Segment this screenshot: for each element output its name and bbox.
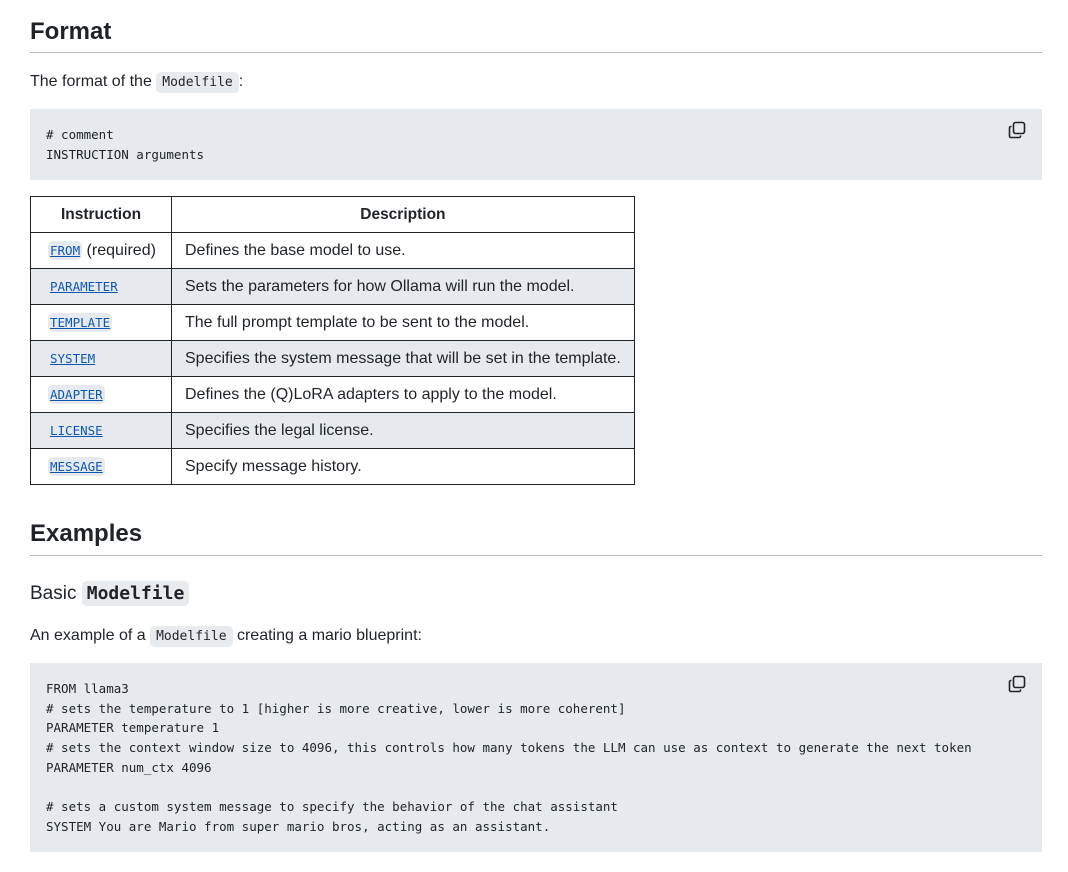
instruction-description: Defines the base model to use.: [172, 233, 635, 269]
instruction-link-from[interactable]: FROM: [50, 242, 81, 258]
format-code: [46, 125, 1026, 164]
copy-icon: [1008, 675, 1026, 693]
code-line: PARAMETER temperature 1: [46, 720, 220, 736]
basic-modelfile-heading: [30, 581, 189, 607]
example-intro: [30, 625, 422, 648]
instruction-description: Sets the parameters for how Ollama will run the model.: [172, 269, 635, 305]
format-code-block: [30, 109, 1042, 180]
example-code: [46, 679, 1026, 837]
example-intro-text: An example of a: [30, 627, 151, 644]
code-line: # sets a custom system message to specify the behavior of the chat assistant: [46, 799, 618, 815]
table-header-instruction: Instruction: [31, 197, 172, 233]
instruction-link-system[interactable]: SYSTEM: [50, 350, 96, 366]
subheading-text: Basic: [30, 583, 82, 604]
instruction-description: The full prompt template to be sent to the model.: [172, 305, 635, 341]
modelfile-inline-code: Modelfile: [156, 72, 238, 93]
table-header-description: Description: [172, 197, 635, 233]
code-line: INSTRUCTION arguments: [46, 146, 205, 162]
example-code-block: [30, 663, 1042, 852]
instruction-link-parameter[interactable]: PARAMETER: [50, 278, 118, 294]
table-row: [31, 377, 635, 413]
modelfile-heading-code: Modelfile: [82, 581, 190, 606]
format-intro: [30, 71, 243, 94]
instruction-link-license[interactable]: LICENSE: [50, 422, 103, 438]
instruction-link-adapter[interactable]: ADAPTER: [50, 386, 103, 402]
table-row: [31, 305, 635, 341]
table-row: [31, 449, 635, 485]
examples-divider: [30, 555, 1042, 556]
format-intro-text: The format of the: [30, 73, 157, 90]
code-line: # comment: [46, 127, 114, 142]
copy-icon: [1008, 121, 1026, 139]
code-line: FROM llama3: [46, 681, 129, 696]
code-line: SYSTEM You are Mario from super mario bros, acting as an assistant.: [46, 818, 551, 834]
table-row: [31, 233, 635, 269]
instruction-description: Defines the (Q)LoRA adapters to apply to the model.: [172, 377, 635, 413]
format-heading: Format: [30, 18, 112, 45]
format-divider: [30, 52, 1042, 53]
copy-button[interactable]: [1008, 121, 1028, 141]
instruction-description: Specify message history.: [172, 449, 635, 485]
instruction-link-message[interactable]: MESSAGE: [50, 458, 103, 474]
code-line: # sets the temperature to 1 [higher is more creative, lower is more coherent]: [46, 700, 626, 716]
format-intro-colon: :: [238, 73, 244, 90]
table-row: [31, 341, 635, 377]
instruction-link-template[interactable]: TEMPLATE: [50, 314, 111, 330]
table-row: [31, 413, 635, 449]
instruction-description: Specifies the system message that will be set in the template.: [172, 341, 635, 377]
instruction-table: [30, 196, 635, 485]
example-intro-rest: creating a mario blueprint:: [232, 627, 422, 644]
copy-button[interactable]: [1008, 675, 1028, 695]
required-label: (required): [82, 241, 156, 259]
table-row: [31, 269, 635, 305]
code-line: # sets the context window size to 4096, this controls how many tokens the LLM can use as context to generate the next token: [46, 740, 972, 756]
instruction-description: Specifies the legal license.: [172, 413, 635, 449]
modelfile-inline-code: Modelfile: [150, 626, 232, 647]
code-line: PARAMETER num_ctx 4096: [46, 759, 212, 775]
examples-heading: Examples: [30, 520, 143, 547]
